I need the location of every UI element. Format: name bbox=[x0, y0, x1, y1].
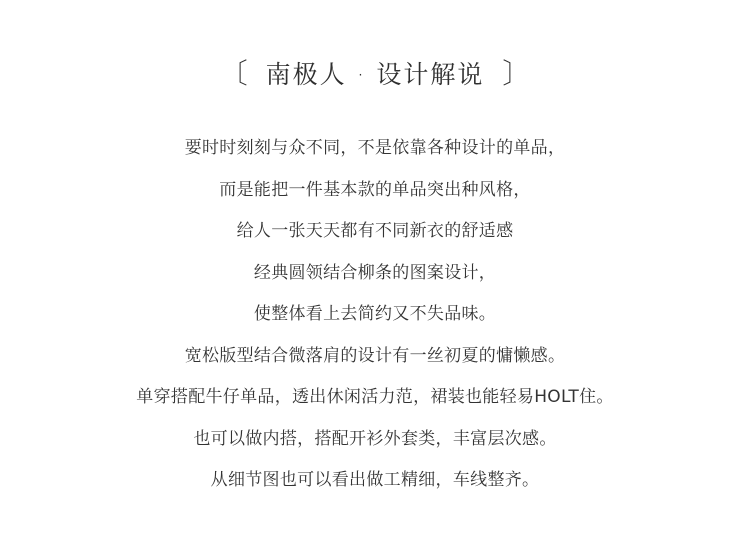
description-line-2: 而是能把一件基本款的单品突出种风格， bbox=[219, 179, 531, 200]
description-line-5: 使整体看上去简约又不失品味。 bbox=[253, 304, 497, 324]
description-line-8: 也可以做内搭，搭配开衫外套类，丰富层次感。 bbox=[193, 428, 557, 449]
page-title: 南极人 · 设计解说 bbox=[265, 60, 485, 89]
description-line-1: 要时时刻刻与众不同，不是依靠各种设计的单品， bbox=[184, 138, 566, 158]
description-line-9: 从细节图也可以看出做工精细，车线整齐。 bbox=[210, 470, 540, 490]
description-line-3: 给人一张天天都有不同新衣的舒适感 bbox=[236, 221, 514, 241]
description-line-6: 宽松版型结合微落肩的设计有一丝初夏的慵懒感。 bbox=[184, 345, 566, 366]
right-bracket: 〕 bbox=[502, 57, 531, 90]
section-header bbox=[0, 55, 750, 95]
left-bracket: 〔 bbox=[219, 57, 248, 90]
description-line-7: 单穿搭配牛仔单品，透出休闲活力范，裙装也能轻易HOLT住。 bbox=[136, 387, 614, 407]
description-block bbox=[0, 128, 750, 502]
description-line-4: 经典圆领结合柳条的图案设计， bbox=[253, 262, 497, 283]
